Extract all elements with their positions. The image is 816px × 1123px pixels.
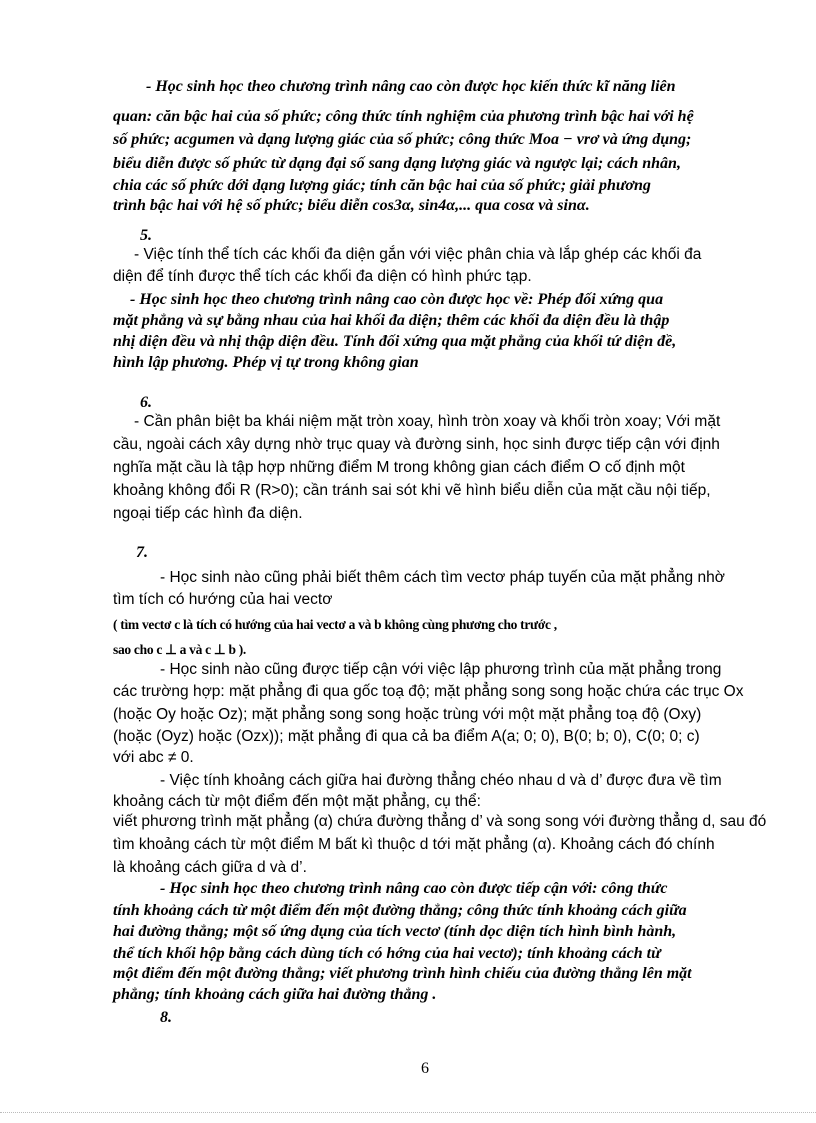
text-line: nhị diện đều và nhị thập diện đều. Tính đối xứng qua mặt phẳng của khối tứ diện đề, — [113, 333, 677, 350]
text-line: khoảng không đổi R (R>0); cần tránh sai sót khi vẽ hình biểu diễn của mặt cầu nội tiếp, — [113, 482, 711, 499]
text-line: một điểm đến một đường thẳng; viết phương trình hình chiếu của đường thẳng lên mặt — [113, 965, 692, 982]
text-line: (hoặc (Oyz) hoặc (Ozx)); mặt phẳng đi qua cả ba điểm A(a; 0; 0), B(0; b; 0), C(0; 0; c) — [113, 728, 700, 745]
section-number: 6. — [140, 394, 152, 411]
formula-line: sao cho c ⊥ a và c ⊥ b ). — [113, 642, 247, 657]
section-number: 5. — [140, 227, 152, 244]
text-line: thể tích khối hộp bằng cách dùng tích có hớng của hai vectơ); tính khoảng cách từ — [113, 945, 661, 962]
text-line: - Việc tính khoảng cách giữa hai đường thẳng chéo nhau d và d’ được đưa về tìm — [160, 772, 722, 789]
text-line: các trường hợp: mặt phẳng đi qua gốc toạ độ; mặt phẳng song song hoặc chứa các trục Ox — [113, 683, 744, 700]
text-line: - Học sinh học theo chương trình nâng cao còn được học kiến thức kĩ năng liên — [146, 78, 676, 95]
text-line: tính khoảng cách từ một điểm đến một đường thẳng; công thức tính khoảng cách giữa — [113, 902, 687, 919]
text-line: - Học sinh nào cũng được tiếp cận với việc lập phương trình của mặt phẳng trong — [160, 661, 722, 678]
text-line: (hoặc Oy hoặc Oz); mặt phẳng song song hoặc trùng với một mặt phẳng toạ độ (Oxy) — [113, 706, 702, 723]
text-line: diện để tính được thể tích các khối đa diện có hình phức tạp. — [113, 268, 532, 285]
text-line: trình bậc hai với hệ số phức; biểu diễn cos3α, sin4α,... qua cosα và sinα. — [113, 197, 590, 214]
page-bottom-divider — [0, 1112, 816, 1113]
text-line: - Học sinh học theo chương trình nâng cao còn được học về: Phép đối xứng qua — [130, 291, 664, 308]
text-line: biểu diễn được số phức từ dạng đại số sang dạng lượng giác và ngược lại; cách nhân, — [113, 155, 681, 172]
text-line: khoảng cách từ một điểm đến một mặt phẳng, cụ thể: — [113, 793, 481, 810]
text-line: tìm tích có hướng của hai vectơ — [113, 591, 333, 608]
text-line: hai đường thẳng; một số ứng dụng của tích vectơ (tính dọc diện tích hình bình hành, — [113, 923, 677, 940]
section-number: 8. — [160, 1009, 172, 1026]
text-line: - Việc tính thể tích các khối đa diện gắn với việc phân chia và lắp ghép các khối đa — [134, 246, 702, 263]
text-line: - Cần phân biệt ba khái niệm mặt tròn xoay, hình tròn xoay và khối tròn xoay; Với mặt — [134, 413, 721, 430]
text-line: số phức; acgumen và dạng lượng giác của số phức; công thức Moa − vrơ và ứng dụng; — [113, 131, 692, 148]
text-line: mặt phẳng và sự bằng nhau của hai khối đa diện; thêm các khối đa diện đều là thập — [113, 312, 670, 329]
text-line: viết phương trình mặt phẳng (α) chứa đường thẳng d’ và song song với đường thẳng d, sau đó — [113, 813, 767, 830]
text-line: nghĩa mặt cầu là tập hợp những điểm M trong không gian cách điểm O cố định một — [113, 459, 685, 476]
text-line: tìm khoảng cách từ một điểm M bất kì thuộc d tới mặt phẳng (α). Khoảng cách đó chính — [113, 836, 715, 853]
text-line: là khoảng cách giữa d và d’. — [113, 859, 307, 876]
text-line: - Học sinh học theo chương trình nâng cao còn được tiếp cận với: công thức — [160, 880, 668, 897]
text-line: chia các số phức dới dạng lượng giác; tính căn bậc hai của số phức; giải phương — [113, 177, 651, 194]
text-line: cầu, ngoài cách xây dựng nhờ trục quay và đường sinh, học sinh được tiếp cận với định — [113, 436, 720, 453]
page-number: 6 — [421, 1060, 429, 1077]
text-line: phẳng; tính khoảng cách giữa hai đường thẳng . — [113, 986, 437, 1003]
text-line: ngoại tiếp các hình đa diện. — [113, 505, 303, 522]
formula-line: ( tìm vectơ c là tích có hướng của hai vectơ a và b không cùng phương cho trước , — [113, 617, 557, 632]
text-line: hình lập phương. Phép vị tự trong không gian — [113, 354, 419, 371]
text-line: với abc ≠ 0. — [113, 749, 194, 766]
text-line: - Học sinh nào cũng phải biết thêm cách tìm vectơ pháp tuyến của mặt phẳng nhờ — [160, 569, 725, 586]
text-line: quan: căn bậc hai của số phức; công thức tính nghiệm của phương trình bậc hai với hệ — [113, 108, 694, 125]
section-number: 7. — [136, 544, 148, 561]
